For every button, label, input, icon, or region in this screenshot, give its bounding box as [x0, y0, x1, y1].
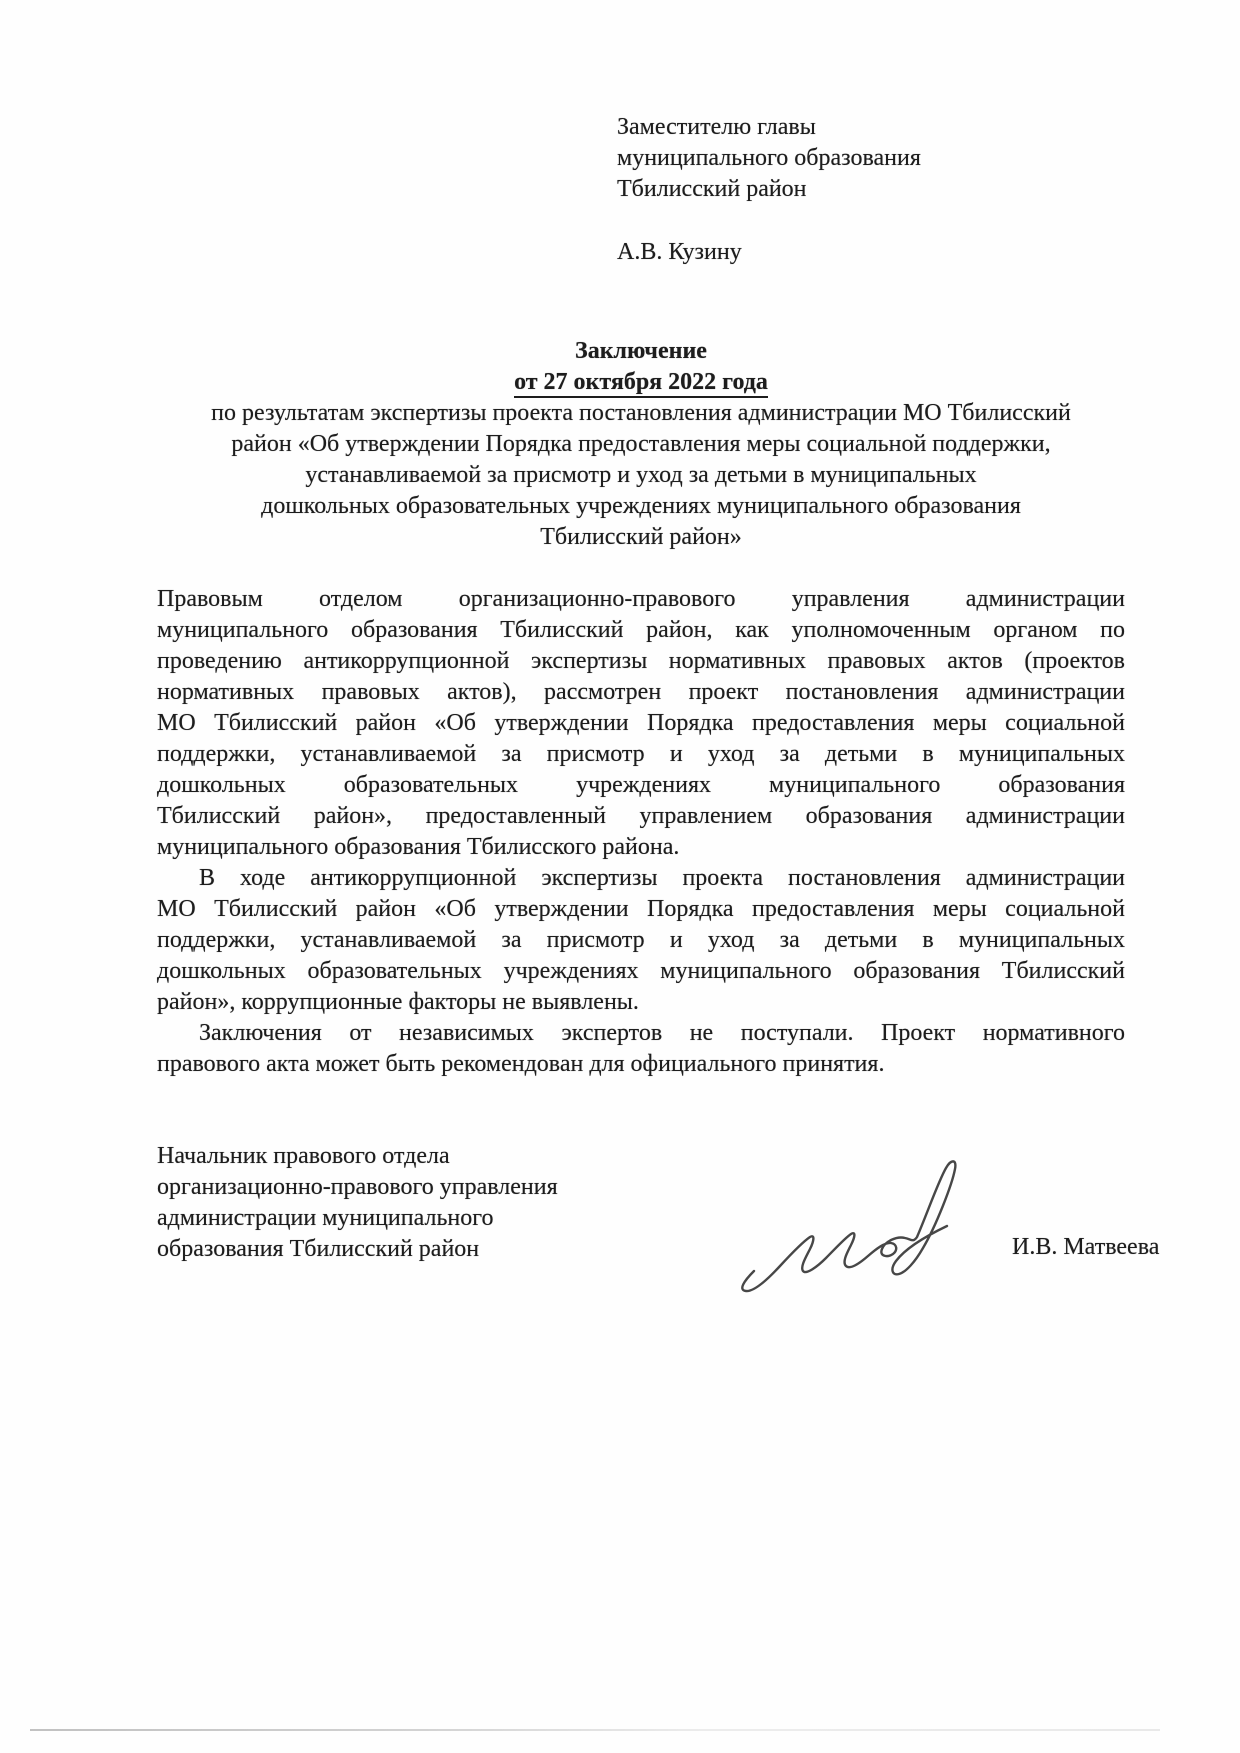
- document-date: от 27 октября 2022 года: [514, 369, 768, 398]
- document-title: Заключение: [575, 338, 707, 364]
- body-line: муниципального образования Тбилисского района.: [157, 834, 680, 860]
- body-line: Правовым отделом организационно-правового управления администрации: [157, 586, 1125, 612]
- body-line: Заключения от независимых экспертов не поступали. Проект нормативного: [199, 1020, 1125, 1046]
- body-text: [157, 584, 1125, 1080]
- body-line: нормативных правовых актов), рассмотрен проект постановления администрации: [157, 679, 1125, 705]
- handwritten-signature-icon: [680, 1148, 960, 1348]
- addressee-block: [617, 112, 921, 205]
- subtitle-line: по результатам экспертизы проекта постановления администрации МО Тбилисский: [211, 400, 1071, 426]
- body-line: поддержки, устанавливаемой за присмотр и уход за детьми в муниципальных: [157, 927, 1125, 953]
- body-line: В ходе антикоррупционной экспертизы проекта постановления администрации: [199, 865, 1125, 891]
- signatory-title-line: образования Тбилисский район: [157, 1236, 480, 1262]
- body-line: правового акта может быть рекомендован для официального принятия.: [157, 1051, 885, 1077]
- scan-artifact-line: [30, 1729, 1160, 1731]
- signatory-name: И.В. Матвеева: [1012, 1234, 1160, 1260]
- addressee-line: Заместителю главы: [617, 114, 816, 140]
- title-block: [157, 336, 1125, 553]
- addressee-line: Тбилисский район: [617, 176, 807, 202]
- body-line: дошкольных образовательных учреждениях муниципального образования: [157, 772, 1125, 798]
- body-line: район», коррупционные факторы не выявлены.: [157, 989, 639, 1015]
- body-line: поддержки, устанавливаемой за присмотр и уход за детьми в муниципальных: [157, 741, 1125, 767]
- body-line: Тбилисский район», предоставленный управлением образования администрации: [157, 803, 1125, 829]
- subtitle-line: район «Об утверждении Порядка предоставления меры социальной поддержки,: [231, 431, 1051, 457]
- signatory-title-line: администрации муниципального: [157, 1205, 494, 1231]
- body-line: МО Тбилисский район «Об утверждении Порядка предоставления меры социальной: [157, 896, 1125, 922]
- subtitle-line: Тбилисский район»: [540, 524, 742, 550]
- signatory-title-block: [157, 1141, 558, 1265]
- subtitle-line: устанавливаемой за присмотр и уход за детьми в муниципальных: [305, 462, 977, 488]
- addressee-line: муниципального образования: [617, 145, 921, 171]
- body-line: дошкольных образовательных учреждениях муниципального образования Тбилисский: [157, 958, 1125, 984]
- body-line: муниципального образования Тбилисский район, как уполномоченным органом по: [157, 617, 1125, 643]
- addressee-name: А.В. Кузину: [617, 239, 742, 265]
- document-date-line: [157, 367, 1125, 398]
- signatory-title-line: Начальник правового отдела: [157, 1143, 450, 1169]
- body-line: МО Тбилисский район «Об утверждении Порядка предоставления меры социальной: [157, 710, 1125, 736]
- subtitle-line: дошкольных образовательных учреждениях муниципального образования: [261, 493, 1021, 519]
- body-line: проведению антикоррупционной экспертизы нормативных правовых актов (проектов: [157, 648, 1125, 674]
- signatory-title-line: организационно-правового управления: [157, 1174, 558, 1200]
